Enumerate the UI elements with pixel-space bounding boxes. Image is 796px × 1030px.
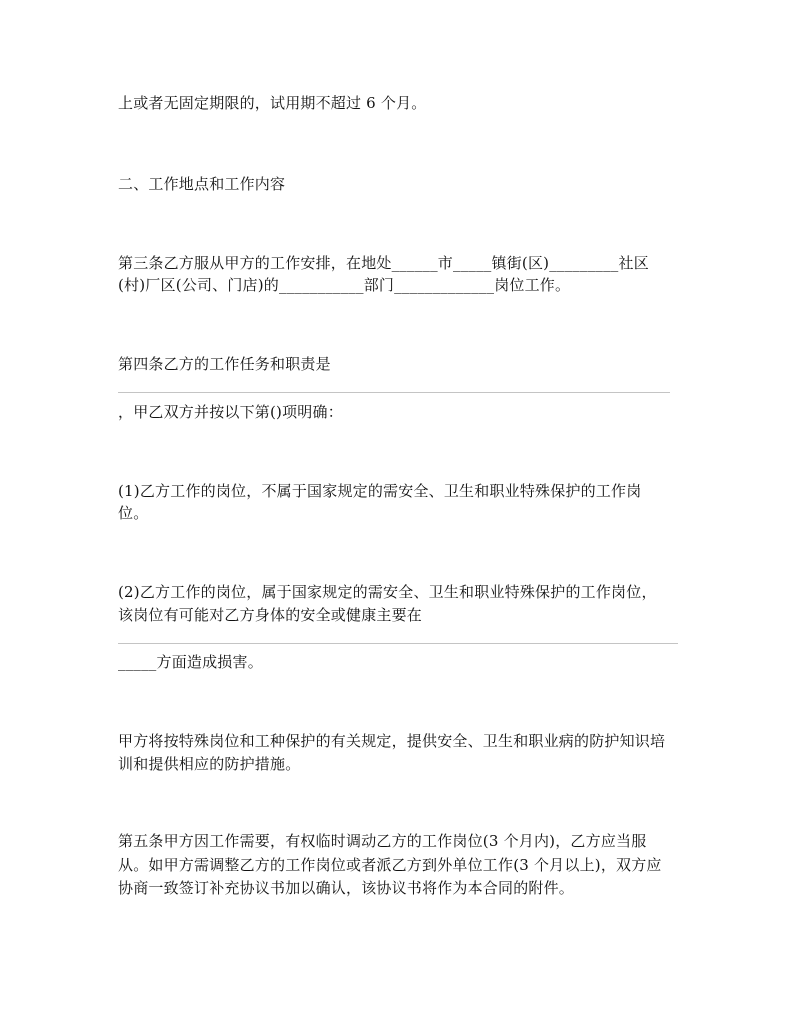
article-5-line-2: 从。如甲方需调整乙方的工作岗位或者派乙方到外单位工作(3 个月以上)，双方应	[118, 856, 662, 874]
article-5-line-3: 协商一致签订补充协议书加以确认，该协议书将作为本合同的附件。	[118, 879, 575, 897]
item-1-line-2: 位。	[118, 504, 149, 522]
protection-paragraph-line-2: 训和提供相应的防护措施。	[118, 755, 301, 773]
article-4-line-1: 第四条乙方的工作任务和职责是	[118, 355, 331, 373]
article-5-line-1: 第五条甲方因工作需要，有权临时调动乙方的工作岗位(3 个月内)，乙方应当服	[118, 832, 647, 850]
article-3-line-1: 第三条乙方服从甲方的工作安排，在地处______市_____镇街(区)_________社区	[118, 254, 649, 272]
fill-in-blank-rule	[118, 643, 678, 644]
fill-in-blank-rule	[118, 392, 670, 393]
section-heading-work-location: 二、工作地点和工作内容	[118, 175, 286, 193]
article-4-line-2: ，甲乙双方并按以下第()项明确：	[118, 403, 343, 421]
item-2-line-3: _____方面造成损害。	[118, 653, 263, 671]
probation-paragraph-line: 上或者无固定期限的，试用期不超过 6 个月。	[118, 94, 427, 112]
item-1-line-1: (1)乙方工作的岗位，不属于国家规定的需安全、卫生和职业特殊保护的工作岗	[118, 482, 642, 500]
protection-paragraph-line-1: 甲方将按特殊岗位和工种保护的有关规定，提供安全、卫生和职业病的防护知识培	[118, 732, 666, 750]
article-3-line-2: (村)厂区(公司、门店)的___________部门_____________岗位工作。	[118, 276, 571, 294]
item-2-line-2: 该岗位有可能对乙方身体的安全或健康主要在	[118, 606, 423, 624]
item-2-line-1: (2)乙方工作的岗位，属于国家规定的需安全、卫生和职业特殊保护的工作岗位，	[118, 583, 657, 601]
